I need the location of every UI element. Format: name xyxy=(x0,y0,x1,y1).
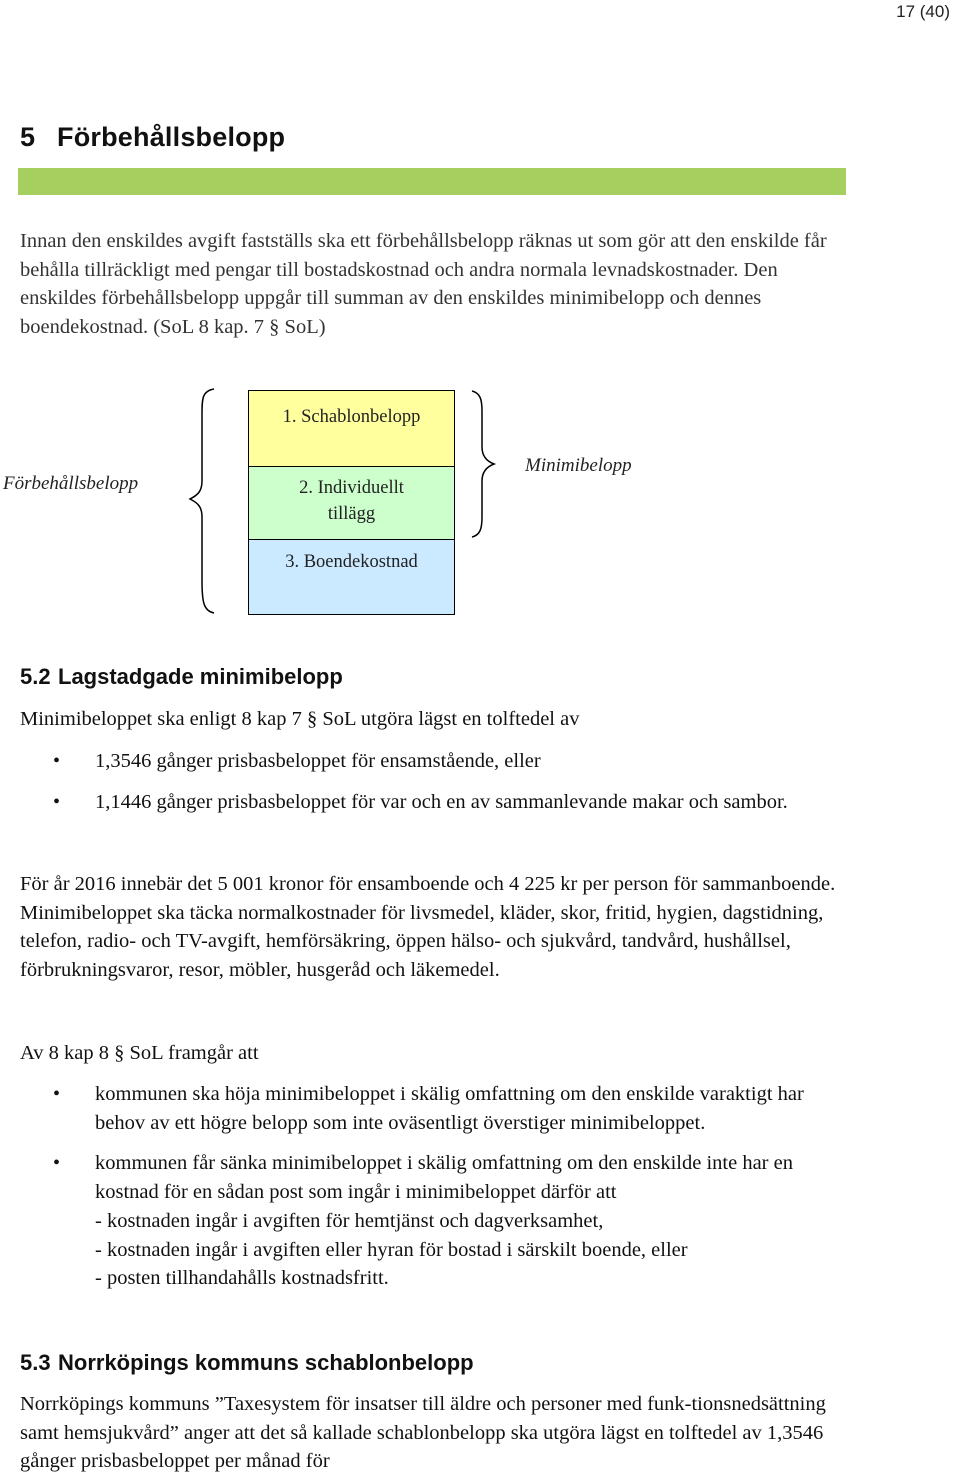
list-item xyxy=(20,1149,850,1293)
section-5-3-title: Norrköpings kommuns schablonbelopp xyxy=(58,1350,474,1375)
box-schablonbelopp xyxy=(248,390,455,468)
box-schablonbelopp-label: 1. Schablonbelopp xyxy=(282,407,421,427)
bullet-dot-icon: • xyxy=(53,790,61,813)
section-color-bar xyxy=(18,168,846,195)
sol-bullet-list xyxy=(20,1080,850,1293)
list-item xyxy=(20,788,850,817)
bullet-dot-icon: • xyxy=(53,750,61,772)
chapter-title: Förbehållsbelopp xyxy=(57,122,286,152)
section-5-2-heading xyxy=(20,664,343,690)
bullet-dot-icon: • xyxy=(53,1083,61,1105)
section-5-2-title: Lagstadgade minimibelopp xyxy=(58,664,343,689)
bullet-text: kommunen ska höja minimibeloppet i skälig omfattning om den enskilde varaktigt har behov av ett högre belopp som inte oväsentligt överstiger minimibeloppet. xyxy=(95,1083,804,1134)
prisbas-bullet-list xyxy=(20,747,850,816)
page-number: 17 (40) xyxy=(896,2,950,21)
box-boendekostnad xyxy=(248,539,455,615)
box-individuellt-line1: 2. Individuellt xyxy=(299,478,404,498)
section-5-2-lead2: Av 8 kap 8 § SoL framgår att xyxy=(20,1042,259,1064)
bullet-text: 1,3546 gånger prisbasbeloppet för ensamstående, eller xyxy=(95,750,541,772)
section-5-3-paragraph: Norrköpings kommuns ”Taxesystem för insatser till äldre och personer med funk-tionsnedsättning samt hemsjukvård” anger att det så kallade schablonbelopp ska utgöra lägst en tolftedel av 1,3546 gånger prisbasbeloppet per månad för xyxy=(20,1393,826,1473)
chapter-heading xyxy=(20,122,285,153)
box-individuellt-tillagg xyxy=(248,466,455,541)
sub-item: - posten tillhandahålls kostnadsfritt. xyxy=(95,1267,389,1290)
bullet-dot-icon: • xyxy=(53,1152,61,1175)
intro-paragraph: Innan den enskildes avgift fastställs ska ett förbehållsbelopp räknas ut som gör att den enskilde får behålla tillräckligt med pengar till bostadskostnad och andra normala levnadskostnader. Den enskildes förbehållsbelopp uppgår till summan av den enskildes minimibelopp och dennes boendekostnad. (SoL 8 kap. 7 § SoL) xyxy=(20,230,827,339)
section-5-2-number: 5.2 xyxy=(20,664,51,689)
section-5-2-paragraph: För år 2016 innebär det 5 001 kronor för ensamboende och 4 225 kr per person för sammanboende. Minimibeloppet ska täcka normalkostnader för livsmedel, kläder, skor, fritid, hygien, dagstidning, telefon, radio- och TV-avgift, hemförsäkring, öppen hälso- och sjukvård, tandvård, hushållsel, förbrukningsvaror, resor, möbler, husgeråd och läkemedel. xyxy=(20,873,836,982)
diagram-right-label: Minimibelopp xyxy=(525,455,632,476)
sub-item: - kostnaden ingår i avgiften för hemtjänst och dagverksamhet, xyxy=(95,1209,604,1232)
right-brace-icon xyxy=(470,387,500,541)
left-brace-icon xyxy=(186,385,216,617)
reservation-diagram xyxy=(0,385,960,620)
box-individuellt-line2: tillägg xyxy=(327,504,376,524)
section-5-3-heading xyxy=(20,1350,474,1376)
sub-item: - kostnaden ingår i avgiften eller hyran för bostad i särskilt boende, eller xyxy=(95,1238,688,1261)
list-item xyxy=(20,1080,850,1137)
chapter-number: 5 xyxy=(20,122,36,152)
section-5-2-lead: Minimibeloppet ska enligt 8 kap 7 § SoL utgöra lägst en tolftedel av xyxy=(20,708,580,730)
diagram-left-label: Förbehållsbelopp xyxy=(3,473,139,494)
box-boendekostnad-label: 3. Boendekostnad xyxy=(285,552,418,572)
bullet-text: 1,1446 gånger prisbasbeloppet för var och en av sammanlevande makar och sambor. xyxy=(95,790,788,813)
bullet-text: kommunen får sänka minimibeloppet i skälig omfattning om den enskilde inte har en kostnad för en sådan post som ingår i minimibeloppet därför att xyxy=(95,1152,793,1204)
section-5-3-number: 5.3 xyxy=(20,1350,51,1375)
list-item xyxy=(20,747,850,776)
sub-item-list xyxy=(95,1207,850,1293)
